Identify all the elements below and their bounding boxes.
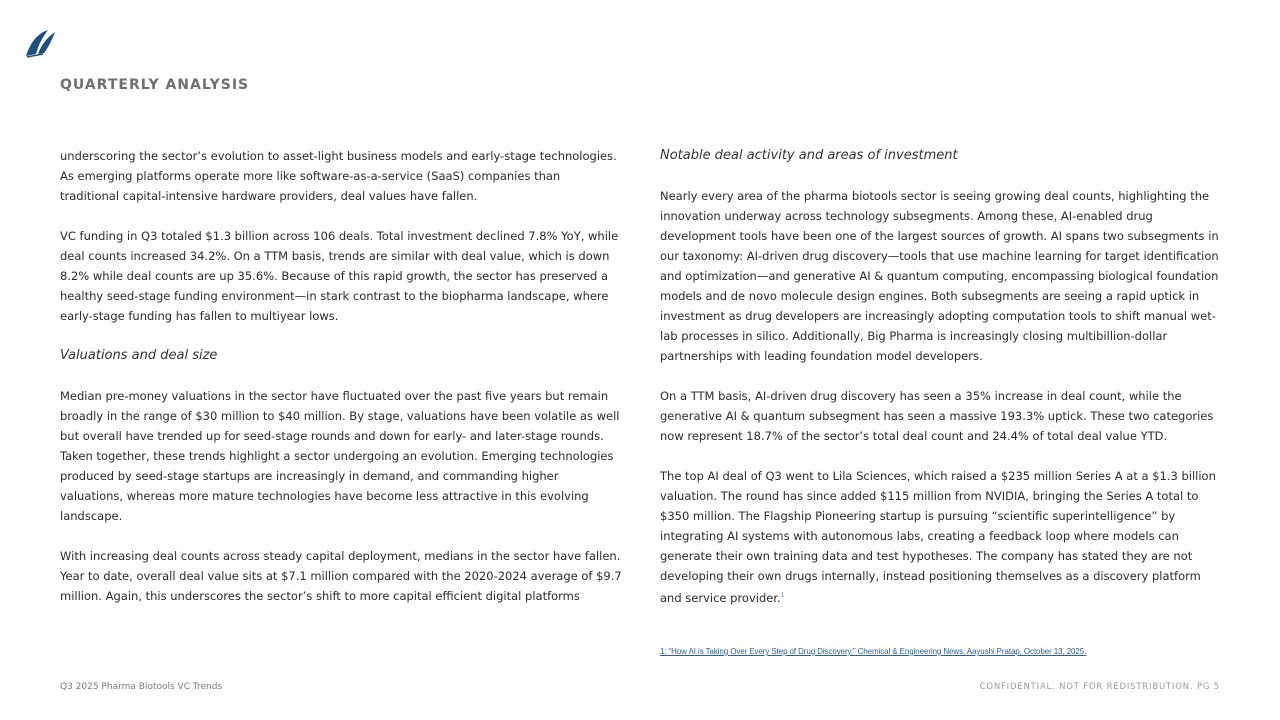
page-section-title: QUARTERLY ANALYSIS (60, 77, 250, 93)
sail-logo-icon (24, 26, 58, 60)
left-column (60, 146, 622, 626)
paragraph-text: The top AI deal of Q3 went to Lila Sciences, which raised a $235 million Series A at a $1.3 billion valuation. The round has since added $115 million from NVIDIA, bringing the Series A total to $350 million. The Flagship Pioneering startup is pursuing “scientific superintelligence” by integrating AI systems with autonomous labs, creating a feedback loop where models can generate their own training data and test hypotheses. The company has stated they are not developing their own drugs internally, instead positioning themselves as a discovery platform and service provider. (660, 469, 1216, 605)
subheading-notable-deals: Notable deal activity and areas of investment (660, 148, 958, 163)
right-column (660, 146, 1222, 628)
paragraph: Median pre-money valuations in the sector have fluctuated over the past five years but remain broadly in the range of $30 million to $40 million. By stage, valuations have been volatile as well but overall have trended up for seed-stage rounds and down for early- and later-stage rounds. Taken together, these trends highlight a sector undergoing an evolution. Emerging technologies produced by seed-stage startups are increasingly in demand, and commanding higher valuations, whereas more mature technologies have become less attractive in this evolving landscape. (60, 389, 620, 523)
footnote-link[interactable]: 1: “How AI is Taking Over Every Step of Drug Discovery,” Chemical & Engineering News, Aayushi Pratap, October 13, 2025. (660, 647, 1087, 656)
footnote-ref[interactable]: 1 (780, 592, 785, 599)
footer-report-title: Q3 2025 Pharma Biotools VC Trends (60, 682, 223, 692)
paragraph: On a TTM basis, AI-driven drug discovery has seen a 35% increase in deal count, while the generative AI & quantum subsegment has seen a massive 193.3% uptick. These two categories now represent 18.7% of the sector’s total deal count and 24.4% of total deal value YTD. (660, 389, 1214, 443)
paragraph: underscoring the sector’s evolution to asset-light business models and early-stage technologies. As emerging platforms operate more like software-as-a-service (SaaS) companies than traditional capital-intensive hardware providers, deal values have fallen. (60, 149, 617, 203)
subheading-valuations: Valuations and deal size (60, 348, 218, 363)
paragraph: Nearly every area of the pharma biotools sector is seeing growing deal counts, highlighting the innovation underway across technology subsegments. Among these, AI-enabled drug development tools have been one of the largest sources of growth. AI spans two subsegments in our taxonomy: AI-driven drug discovery—tools that use machine learning for target identification and optimization—and generative AI & quantum computing, encompassing biological foundation models and de novo molecule design engines. Both subsegments are seeing a rapid uptick in investment as drug developers are increasingly adopting computation tools to shift manual wet-lab processes in silico. Additionally, Big Pharma is increasingly closing multibillion-dollar partnerships with leading foundation model developers. (660, 189, 1219, 363)
paragraph: VC funding in Q3 totaled $1.3 billion across 106 deals. Total investment declined 7.8% YoY, while deal counts increased 34.2%. On a TTM basis, trends are similar with deal value, which is down 8.2% while deal counts are up 35.6%. Because of this rapid growth, the sector has preserved a healthy seed-stage funding environment—in stark contrast to the biopharma landscape, where early-stage funding has fallen to multiyear lows. (60, 229, 619, 323)
paragraph (660, 466, 1222, 608)
footer-confidential-page: CONFIDENTIAL. NOT FOR REDISTRIBUTION. PG 5 (979, 682, 1220, 692)
paragraph: With increasing deal counts across steady capital deployment, medians in the sector have fallen. Year to date, overall deal value sits at $7.1 million compared with the 2020-2024 average of $9.7 million. Again, this underscores the sector’s shift to more capital efficient digital platforms (60, 549, 622, 603)
